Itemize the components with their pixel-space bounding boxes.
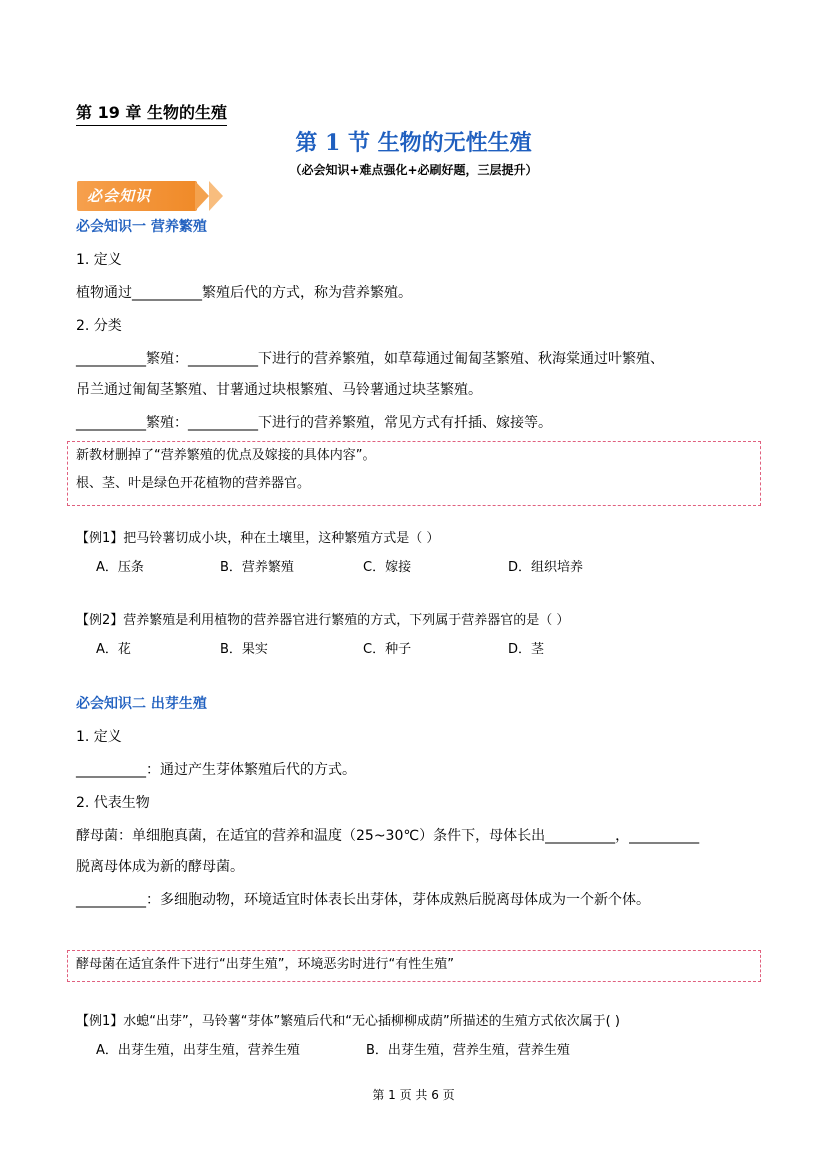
note-box	[67, 441, 761, 506]
note-text: 根、茎、叶是绿色开花植物的营养器官。	[76, 476, 311, 491]
page-subtitle: （必会知识+难点强化+必刷好题，三层提升）	[289, 163, 538, 177]
chevron-right-icon	[209, 181, 223, 211]
option-d: D．茎	[508, 642, 545, 657]
option-a: A．花	[96, 642, 131, 657]
page-footer: 第 1 页 共 6 页	[372, 1088, 455, 1102]
classification-line: 吊兰通过匍匐茎繁殖、甘薯通过块根繁殖、马铃薯通过块茎繁殖。	[76, 382, 482, 398]
section-heading: 必会知识一 营养繁殖	[76, 219, 207, 235]
option-b: B．果实	[220, 642, 268, 657]
option-b: B．出芽生殖，营养生殖，营养生殖	[366, 1043, 570, 1058]
option-c: C．嫁接	[363, 560, 412, 575]
classification-line: __________繁殖：__________下进行的营养繁殖，常见方式有扦插、嫁接等。	[76, 415, 552, 431]
example-question: 【例2】营养繁殖是利用植物的营养器官进行繁殖的方式，下列属于营养器官的是（ ）	[76, 613, 570, 628]
banner-label: 必会知识	[87, 187, 152, 205]
option-d: D．组织培养	[508, 560, 584, 575]
chevron-right-icon	[195, 181, 209, 211]
classification-line: __________繁殖：__________下进行的营养繁殖，如草莓通过匍匐茎繁殖、秋海棠通过叶繁殖、	[76, 351, 664, 367]
organism-line: 酵母菌：单细胞真菌，在适宜的营养和温度（25~30℃）条件下，母体长出__________，__________	[76, 828, 700, 844]
definition-label: 1. 定义	[76, 252, 122, 268]
note-text: 新教材删掉了“营养繁殖的优点及嫁接的具体内容”。	[76, 448, 376, 463]
definition-text: 植物通过__________繁殖后代的方式，称为营养繁殖。	[76, 285, 412, 301]
definition-label: 1. 定义	[76, 729, 122, 745]
classification-label: 2. 分类	[76, 318, 122, 334]
option-b: B．营养繁殖	[220, 560, 294, 575]
page-title: 第 1 节 生物的无性生殖	[295, 130, 532, 156]
section-banner	[77, 181, 227, 211]
example-question: 【例1】把马铃薯切成小块，种在土壤里，这种繁殖方式是（ ）	[76, 531, 440, 546]
example-question: 【例1】水螅“出芽”，马铃薯“芽体”繁殖后代和“无心插柳柳成荫”所描述的生殖方式依次属于( )	[76, 1014, 620, 1029]
option-a: A．出芽生殖，出芽生殖，营养生殖	[96, 1043, 300, 1058]
definition-text: __________：通过产生芽体繁殖后代的方式。	[76, 762, 356, 778]
organism-line: 脱离母体成为新的酵母菌。	[76, 859, 244, 875]
note-box	[67, 950, 761, 982]
option-a: A．压条	[96, 560, 144, 575]
organism-label: 2. 代表生物	[76, 795, 150, 811]
section-heading: 必会知识二 出芽生殖	[76, 696, 207, 712]
organism-line: __________：多细胞动物，环境适宜时体表长出芽体，芽体成熟后脱离母体成为一个新个体。	[76, 892, 650, 908]
chapter-heading: 第 19 章 生物的生殖	[76, 102, 227, 126]
note-text: 酵母菌在适宜条件下进行“出芽生殖”，环境恶劣时进行“有性生殖”	[76, 957, 454, 972]
option-c: C．种子	[363, 642, 412, 657]
